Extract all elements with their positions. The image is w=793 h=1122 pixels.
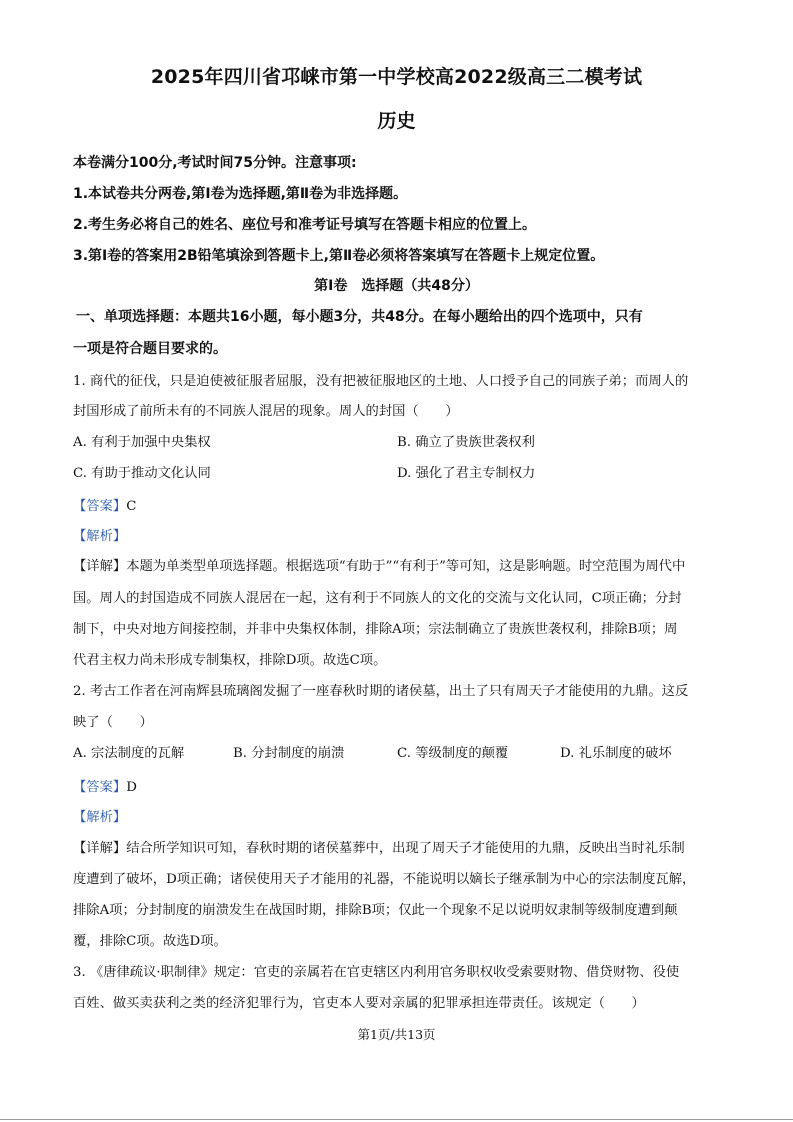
detail-text: 国。周人的封国造成不同族人混居在一起，这有利于不同族人的文化的交流与文化认同，C项正确；分封 [73,591,682,606]
instruction-item: 1.本试卷共分两卷,第Ⅰ卷为选择题,第Ⅱ卷为非选择题。 [73,186,408,202]
detail-label: 【详解】 [73,841,127,856]
question-stem: 1. 商代的征伐，只是迫使被征服者屈服，没有把被征服地区的土地、人口授予自己的同族子弟；而周人的 [73,374,689,389]
detail-text: 制下，中央对地方间接控制，并非中央集权体制，排除A项；宗法制确立了贵族世袭权利，排除B项；周 [73,622,678,637]
question-stem: 百姓、做买卖获利之类的经济犯罪行为，官吏本人要对亲属的犯罪承担连带责任。该规定（ ） [73,996,645,1011]
answer-line [73,776,137,795]
option-a: A. 宗法制度的瓦解 [73,746,185,761]
exam-title: 2025年四川省邛崃市第一中学校高2022级高三二模考试 [150,66,643,88]
detail-line [73,837,685,856]
option-a: A. 有利于加强中央集权 [73,435,211,450]
option-b: B. 分封制度的崩溃 [233,746,345,761]
analysis-label: 【解析】 [73,529,127,544]
section-heading: 一、单项选择题：本题共16小题，每小题3分，共48分。在每小题给出的四个选项中，只有 [76,309,643,325]
option-c: C. 有助于推动文化认同 [73,466,211,481]
analysis-label: 【解析】 [73,810,127,825]
option-d: D. 礼乐制度的破坏 [560,746,672,761]
answer-line [73,495,136,514]
answer-value: D [126,780,137,795]
section-heading: 一项是符合题目要求的。 [73,341,227,357]
section-title: 第Ⅰ卷 选择题（共48分） [314,278,479,294]
detail-text: 本题为单类型单项选择题。根据选项“有助于”“有利于”等可知，这是影响题。时空范围为周代中 [126,559,686,574]
answer-value: C [126,499,137,514]
subject-title: 历史 [377,110,416,132]
answer-label: 【答案】 [73,499,127,514]
option-c: C. 等级制度的颠覆 [397,746,509,761]
detail-label: 【详解】 [73,559,127,574]
question-stem: 2. 考古工作者在河南辉县琉璃阁发掘了一座春秋时期的诸侯墓，出土了只有周天子才能使用的九鼎。这反 [73,684,689,699]
bottom-divider [0,1119,793,1120]
detail-text: 覆，排除C项。故选D项。 [73,934,227,949]
option-b: B. 确立了贵族世袭权利 [397,435,535,450]
question-stem: 封国形成了前所未有的不同族人混居的现象。周人的封国（ ） [73,404,459,419]
instruction-item: 2.考生务必将自己的姓名、座位号和准考证号填写在答题卡相应的位置上。 [73,217,537,233]
option-d: D. 强化了君主专制权力 [397,466,536,481]
instructions-intro: 本卷满分100分,考试时间75分钟。注意事项: [73,155,357,171]
question-stem: 映了（ ） [73,715,153,730]
detail-text: 度遭到了破坏，D项正确；诸侯使用天子才能用的礼器，不能说明以嫡长子继承制为中心的宗法制度瓦解， [73,872,696,887]
detail-text: 排除A项；分封制度的崩溃发生在战国时期，排除B项；仅此一个现象不足以说明奴隶制等级制度遭到颠 [73,903,678,918]
question-stem: 3. 《唐律疏议·职制律》规定：官吏的亲属若在官吏辖区内利用官务职权收受索要财物、借贷财物、役使 [73,965,680,980]
answer-label: 【答案】 [73,780,127,795]
page-number: 第1页/共13页 [357,1027,436,1042]
detail-line [73,555,685,574]
detail-text: 结合所学知识可知，春秋时期的诸侯墓葬中，出现了周天子才能使用的九鼎，反映出当时礼乐制 [126,841,685,856]
detail-text: 代君主权力尚未形成专制集权，排除D项。故选C项。 [73,653,387,668]
instruction-item: 3.第Ⅰ卷的答案用2B铅笔填涂到答题卡上,第Ⅱ卷必须将答案填写在答题卡上规定位置。 [73,248,605,264]
